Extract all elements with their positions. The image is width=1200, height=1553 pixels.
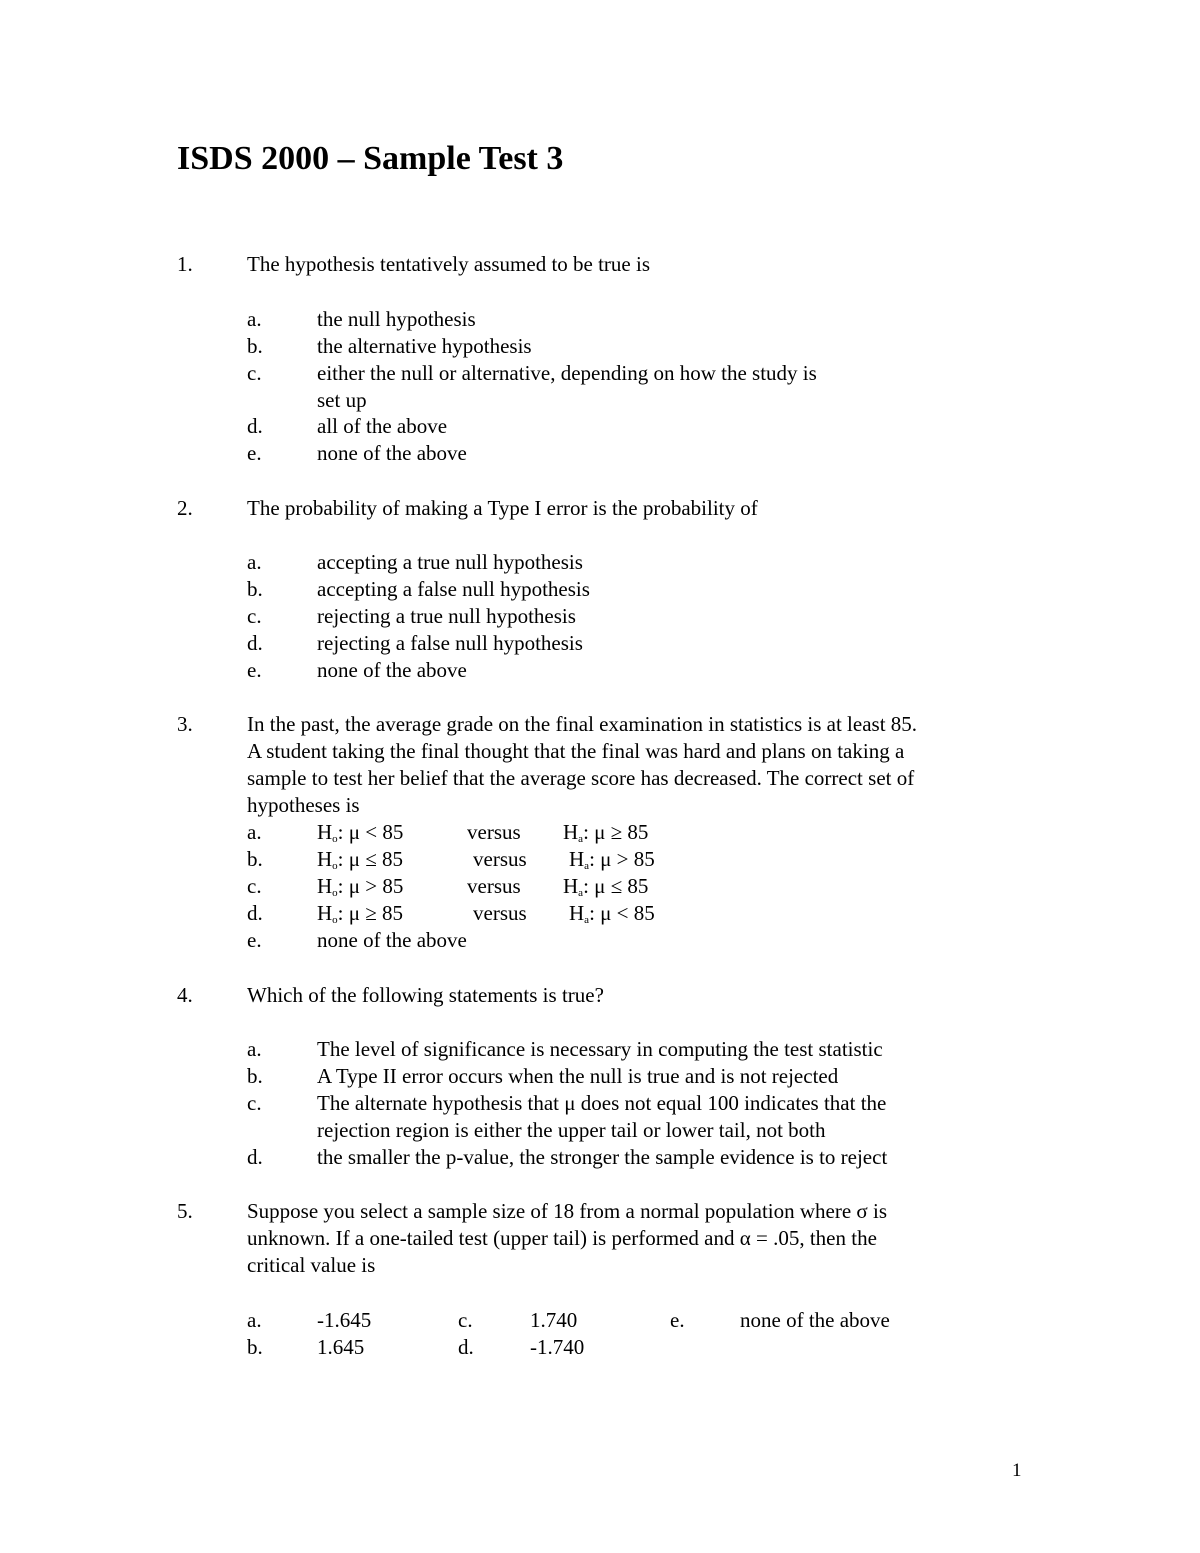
option-text: A Type II error occurs when the null is true and is not rejected	[317, 1064, 839, 1088]
question-stem: sample to test her belief that the average score has decreased. The correct set of	[247, 766, 915, 790]
page-number: 1	[1012, 1460, 1022, 1481]
option-letter: c.	[247, 1091, 262, 1115]
question-number: 1.	[177, 252, 193, 276]
question-stem: unknown. If a one-tailed test (upper tail) is performed and α = .05, then the	[247, 1226, 877, 1250]
option-letter: a.	[247, 1308, 262, 1332]
question-number: 5.	[177, 1199, 193, 1223]
question-number: 4.	[177, 983, 193, 1007]
option-text: all of the above	[317, 414, 448, 438]
versus-label: versus	[467, 874, 521, 898]
option-text: 1.740	[530, 1308, 578, 1332]
option-letter: b.	[247, 1335, 263, 1359]
option-letter: c.	[458, 1308, 473, 1332]
versus-label: versus	[473, 901, 527, 925]
question-stem: hypotheses is	[247, 793, 360, 817]
question-stem: The probability of making a Type I error is the probability of	[247, 496, 758, 520]
option-text: the smaller the p-value, the stronger the sample evidence is to reject	[317, 1145, 888, 1169]
alternative-hypothesis: $H_a$: μ > 85	[569, 847, 655, 872]
question-stem: A student taking the final thought that the final was hard and plans on taking a	[247, 739, 905, 763]
option-text: rejection region is either the upper tail or lower tail, not both	[317, 1118, 826, 1142]
option-text: 1.645	[317, 1335, 365, 1359]
null-hypothesis: $H_o$: μ < 85	[317, 820, 404, 845]
versus-label: versus	[467, 820, 521, 844]
option-letter: e.	[247, 441, 262, 465]
option-text: -1.645	[317, 1308, 372, 1332]
page-title: ISDS 2000 – Sample Test 3	[177, 140, 564, 177]
option-text: none of the above	[740, 1308, 890, 1332]
alternative-hypothesis: $H_a$: μ ≥ 85	[563, 820, 649, 845]
option-text: the alternative hypothesis	[317, 334, 532, 358]
option-letter: d.	[247, 631, 263, 655]
option-letter: d.	[247, 1145, 263, 1169]
option-letter: b.	[247, 1064, 263, 1088]
question-stem: In the past, the average grade on the final examination in statistics is at least 85.	[247, 712, 918, 736]
option-letter: e.	[247, 928, 262, 952]
null-hypothesis: $H_o$: μ ≥ 85	[317, 901, 404, 926]
alternative-hypothesis: $H_a$: μ < 85	[569, 901, 655, 926]
option-letter: b.	[247, 577, 263, 601]
question-number: 2.	[177, 496, 193, 520]
option-letter: e.	[247, 658, 262, 682]
option-text: none of the above	[317, 441, 467, 465]
option-text: accepting a false null hypothesis	[317, 577, 590, 601]
question-stem: The hypothesis tentatively assumed to be true is	[247, 252, 650, 276]
question-number: 3.	[177, 712, 193, 736]
option-letter: a.	[247, 820, 262, 844]
option-text: rejecting a false null hypothesis	[317, 631, 583, 655]
option-letter: d.	[458, 1335, 474, 1359]
alternative-hypothesis: $H_a$: μ ≤ 85	[563, 874, 649, 899]
null-hypothesis: $H_o$: μ ≤ 85	[317, 847, 404, 872]
question-stem: Suppose you select a sample size of 18 from a normal population where σ is	[247, 1199, 887, 1223]
question-stem: critical value is	[247, 1253, 376, 1277]
option-text: the null hypothesis	[317, 307, 476, 331]
option-letter: e.	[670, 1308, 685, 1332]
option-letter: a.	[247, 1037, 262, 1061]
option-letter: c.	[247, 604, 262, 628]
option-letter: d.	[247, 901, 263, 925]
option-letter: d.	[247, 414, 263, 438]
option-text: The level of significance is necessary in computing the test statistic	[317, 1037, 883, 1061]
option-letter: a.	[247, 550, 262, 574]
option-letter: b.	[247, 334, 263, 358]
null-hypothesis: $H_o$: μ > 85	[317, 874, 404, 899]
option-text: either the null or alternative, depending on how the study is	[317, 361, 817, 385]
question-stem: Which of the following statements is true?	[247, 983, 604, 1007]
option-text: none of the above	[317, 658, 467, 682]
option-text: The alternate hypothesis that μ does not equal 100 indicates that the	[317, 1091, 887, 1115]
option-text: -1.740	[530, 1335, 585, 1359]
versus-label: versus	[473, 847, 527, 871]
option-text: accepting a true null hypothesis	[317, 550, 583, 574]
option-text: none of the above	[317, 928, 467, 952]
option-text: rejecting a true null hypothesis	[317, 604, 576, 628]
option-text: set up	[317, 388, 367, 412]
option-letter: a.	[247, 307, 262, 331]
option-letter: c.	[247, 874, 262, 898]
option-letter: b.	[247, 847, 263, 871]
option-letter: c.	[247, 361, 262, 385]
